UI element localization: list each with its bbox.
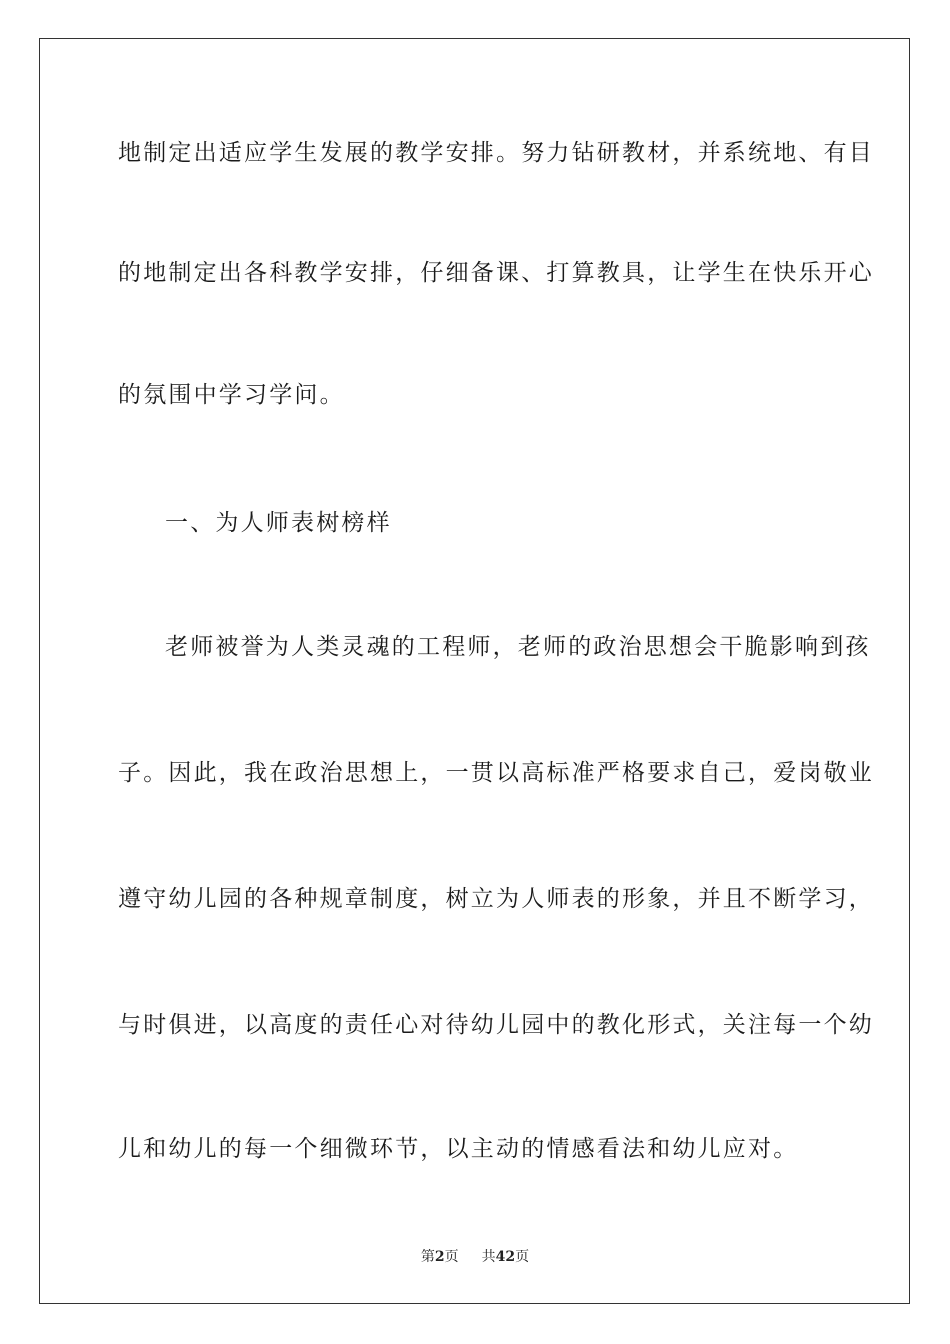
page-border	[39, 38, 910, 1304]
text-line-9: 儿和幼儿的每一个细微环节，以主动的情感看法和幼儿应对。	[118, 1136, 799, 1162]
total-suffix: 页	[515, 1249, 530, 1265]
total-pages: 42	[495, 1249, 516, 1265]
text-line-5: 老师被誉为人类灵魂的工程师，老师的政治思想会干脆影响到孩	[165, 634, 871, 660]
page-footer	[0, 1248, 950, 1266]
text-line-8: 与时俱进，以高度的责任心对待幼儿园中的教化形式，关注每一个幼	[118, 1012, 874, 1038]
section-heading: 一、为人师表树榜样	[165, 510, 392, 536]
page-prefix: 第	[420, 1249, 435, 1265]
text-line-3: 的氛围中学习学问。	[118, 382, 345, 408]
page-number: 2	[434, 1249, 445, 1265]
page-suffix: 页	[444, 1249, 459, 1265]
text-line-7: 遵守幼儿园的各种规章制度，树立为人师表的形象，并且不断学习，	[118, 886, 874, 912]
total-prefix: 共	[481, 1249, 496, 1265]
text-line-2: 的地制定出各科教学安排，仔细备课、打算教具，让学生在快乐开心	[118, 260, 874, 286]
text-line-1: 地制定出适应学生发展的教学安排。努力钻研教材，并系统地、有目	[118, 140, 874, 166]
text-line-6: 子。因此，我在政治思想上，一贯以高标准严格要求自己，爱岗敬业	[118, 760, 874, 786]
